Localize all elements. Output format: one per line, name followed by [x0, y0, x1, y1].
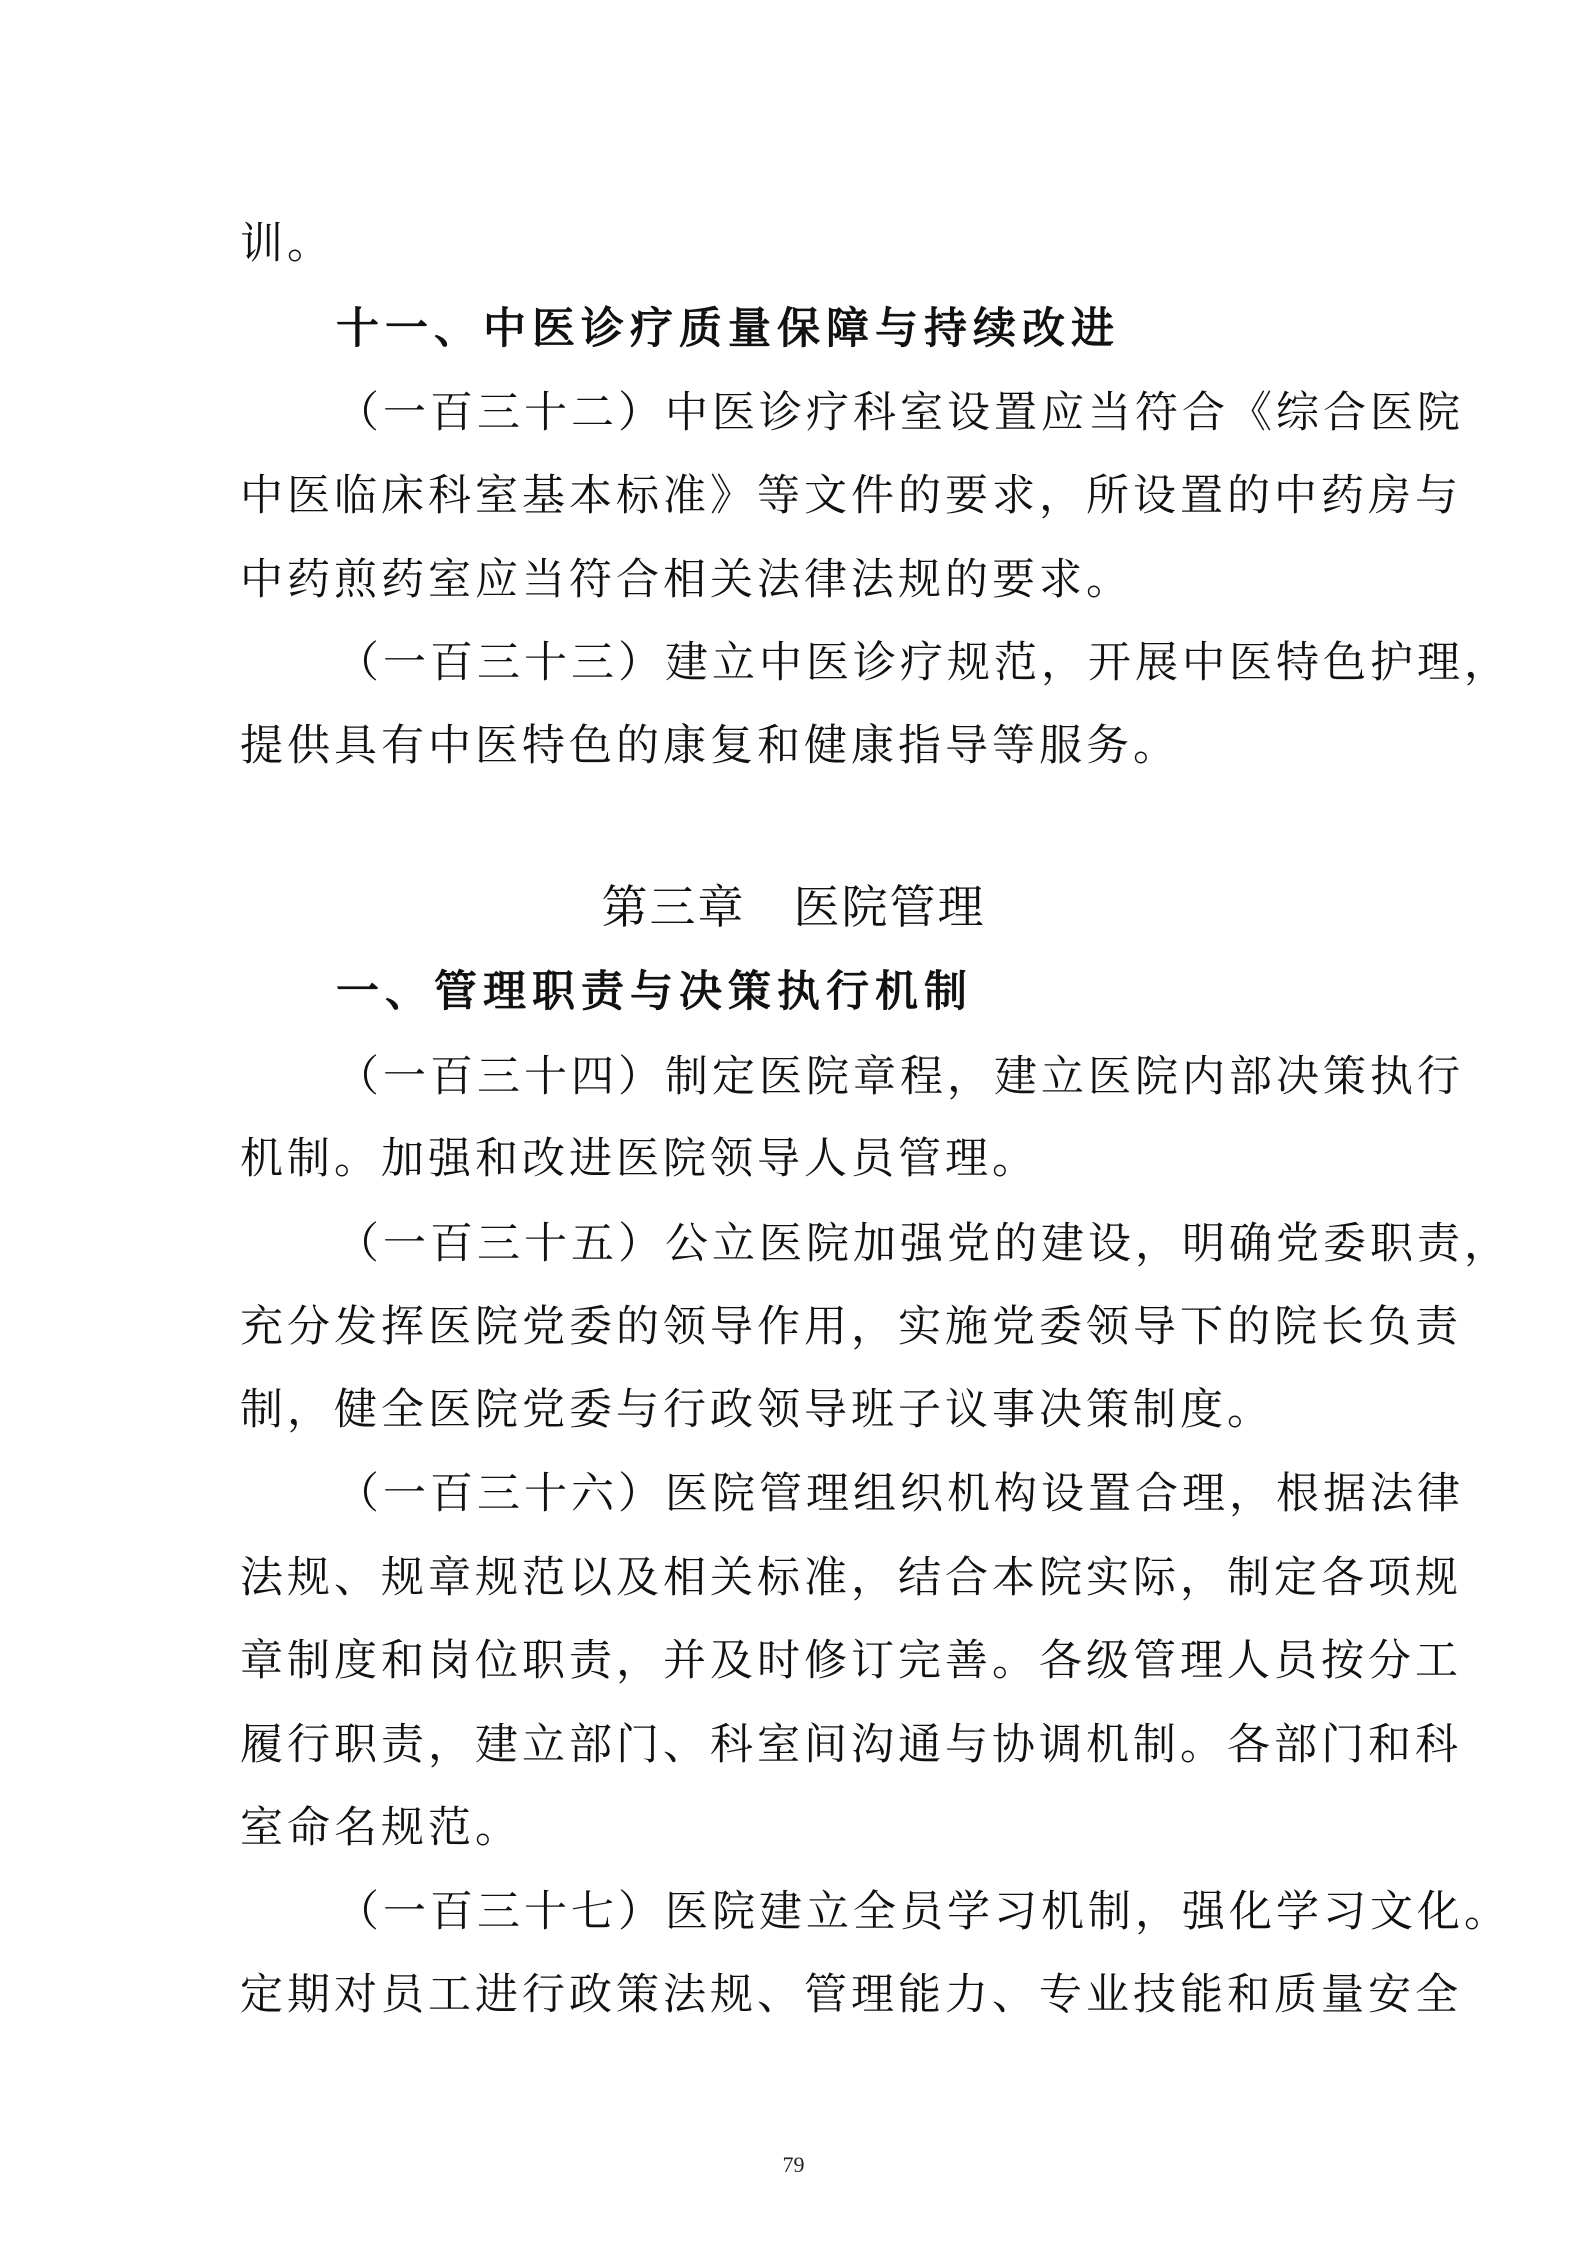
paragraph-start: （一百三十三）建立中医诊疗规范，开展中医特色护理， [336, 638, 1511, 688]
text-line: 充分发挥医院党委的领导作用，实施党委领导下的院长负责 [240, 1302, 1462, 1352]
text-line: 中医临床科室基本标准》等文件的要求，所设置的中药房与 [240, 471, 1462, 521]
page-number: 79 [782, 2152, 805, 2177]
section-heading: 十一、中医诊疗质量保障与持续改进 [336, 304, 1120, 354]
text-line: 法规、规章规范以及相关标准，结合本院实际，制定各项规 [240, 1553, 1462, 1603]
chapter-title: 第三章 医院管理 [601, 880, 986, 934]
paragraph-start: （一百三十二）中医诊疗科室设置应当符合《综合医院 [336, 388, 1464, 438]
text-line: 章制度和岗位职责，并及时修订完善。各级管理人员按分工 [240, 1636, 1462, 1686]
text-line: 制，健全医院党委与行政领导班子议事决策制度。 [240, 1385, 1274, 1435]
text-line: 室命名规范。 [240, 1803, 522, 1853]
text-line: 提供具有中医特色的康复和健康指导等服务。 [240, 721, 1180, 771]
text-line: 机制。加强和改进医院领导人员管理。 [240, 1134, 1039, 1184]
section-heading: 一、管理职责与决策执行机制 [336, 967, 973, 1017]
paragraph-start: （一百三十五）公立医院加强党的建设，明确党委职责， [336, 1219, 1511, 1269]
paragraph-start: （一百三十四）制定医院章程，建立医院内部决策执行 [336, 1052, 1464, 1102]
text-line: 定期对员工进行政策法规、管理能力、专业技能和质量安全 [240, 1970, 1462, 2020]
text-line: 训。 [240, 219, 334, 269]
paragraph-start: （一百三十七）医院建立全员学习机制，强化学习文化。 [336, 1887, 1511, 1937]
text-line: 履行职责，建立部门、科室间沟通与协调机制。各部门和科 [240, 1720, 1462, 1770]
text-line: 中药煎药室应当符合相关法律法规的要求。 [240, 555, 1133, 605]
paragraph-start: （一百三十六）医院管理组织机构设置合理，根据法律 [336, 1469, 1464, 1519]
